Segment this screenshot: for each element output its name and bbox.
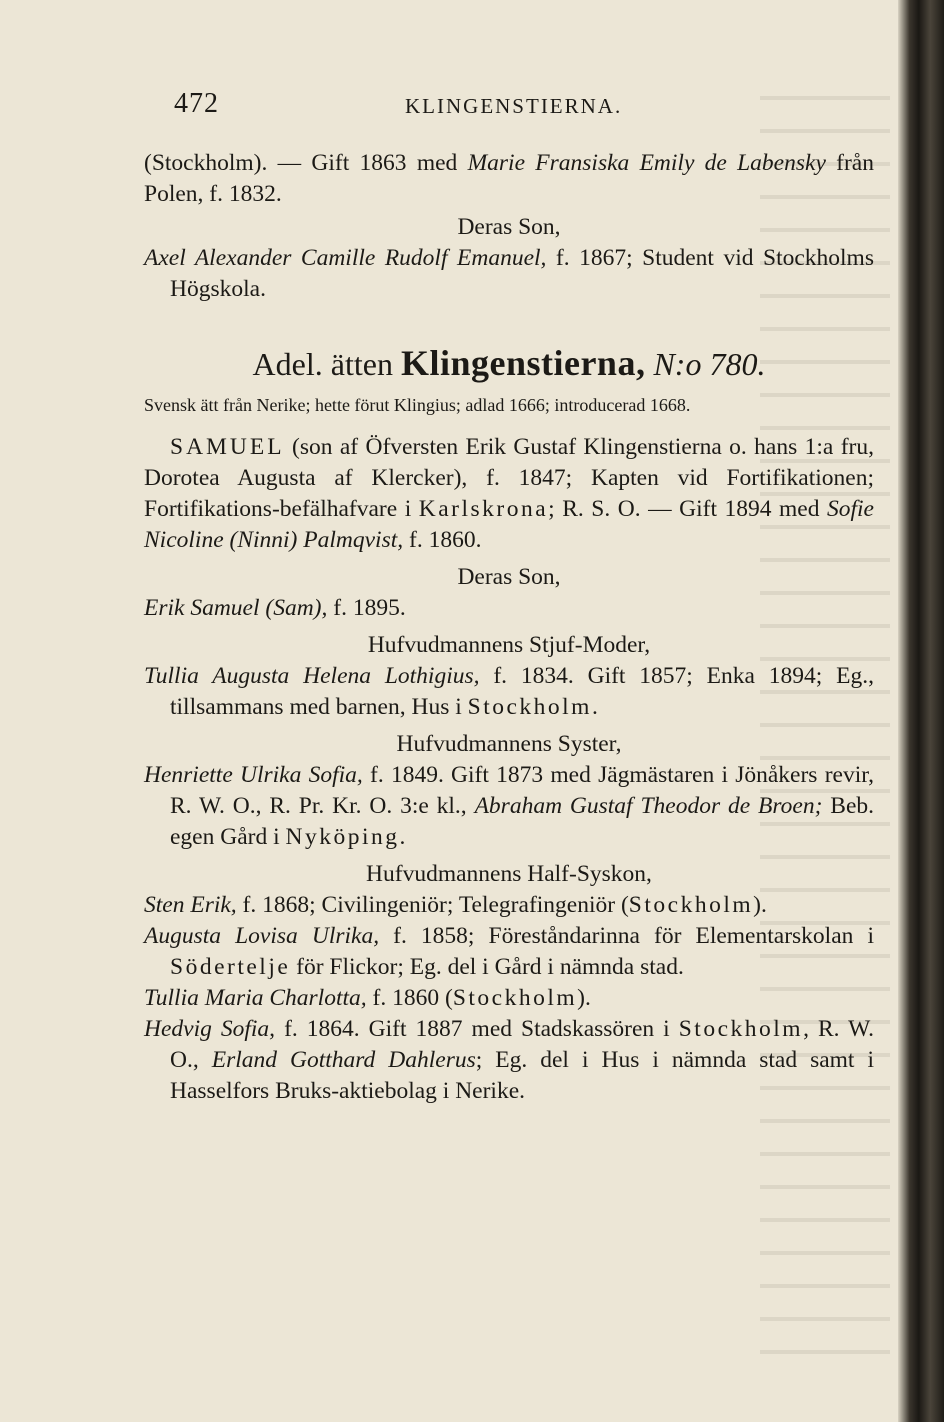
stepmother-entry: Tullia Augusta Helena Lothigius, f. 1834. Gift 1857; Enka 1894; Eg., tillsammans med barnen, Hus i Stockholm. xyxy=(144,663,874,720)
half-sibling-entry-tullia: Tullia Maria Charlotta, f. 1860 (Stockholm). xyxy=(144,985,591,1011)
half-sibling-entry-augusta: Augusta Lovisa Ulrika, f. 1858; Föreståndarinna för Elementarskolan i Södertelje för Flickor; Eg. del i Gård i nämnda stad. xyxy=(144,923,874,980)
running-title: KLINGENSTIERNA. xyxy=(405,94,623,118)
half-sibling-entry-sten: Sten Erik, f. 1868; Civilingeniör; Telegrafingeniör (Stockholm). xyxy=(144,892,767,918)
head-of-family-entry: SAMUEL (son af Öfversten Erik Gustaf Klingenstierna o. hans 1:a fru, Dorotea Augusta af Klercker), f. 1847; Kapten vid Fortifikationen; Fortifikations-befälhafvare i Karlskrona; R. S. O. — Gift 1894 med Sofie Nicoline (Ninni) Palmqvist, f. 1860. xyxy=(144,434,874,553)
son-heading: Deras Son, xyxy=(457,214,561,240)
stepmother-heading: Hufvudmannens Stjuf-Moder, xyxy=(367,632,651,658)
sister-entry: Henriette Ulrika Sofia, f. 1849. Gift 1873 med Jägmästaren i Jönåkers revir, R. W. O., R. Pr. Kr. O. 3:e kl., Abraham Gustaf Theodor de Broen; Beb. egen Gård i Nyköping. xyxy=(144,762,875,850)
half-sibling-entry-hedvig: Hedvig Sofia, f. 1864. Gift 1887 med Stadskassören i Stockholm, R. W. O., Erland Gotthard Dahlerus; Eg. del i Hus i nämnda stad samt i Hasselfors Bruks-aktiebolag i Nerike. xyxy=(144,1016,874,1104)
page-body xyxy=(144,148,874,1107)
son-entry: Axel Alexander Camille Rudolf Emanuel, f. 1867; Student vid Stockholms Högskola. xyxy=(144,245,874,302)
son-heading-2: Deras Son, xyxy=(457,564,561,590)
family-intro: Svensk ätt från Nerike; hette förut Klingius; adlad 1666; introducerad 1668. xyxy=(144,395,691,415)
son-entry-2: Erik Samuel (Sam), f. 1895. xyxy=(144,595,406,621)
half-siblings-heading: Hufvudmannens Half-Syskon, xyxy=(366,861,652,887)
sister-heading: Hufvudmannens Syster, xyxy=(396,731,622,757)
carry-over-paragraph: (Stockholm). — Gift 1863 med Marie Fransiska Emily de Labensky från Polen, f. 1832. xyxy=(144,150,874,207)
book-spine xyxy=(898,0,944,1422)
family-title: Adel. ätten Klingenstierna, N:o 780. xyxy=(252,343,766,383)
page-header xyxy=(170,88,875,128)
page-number: 472 xyxy=(174,88,219,119)
